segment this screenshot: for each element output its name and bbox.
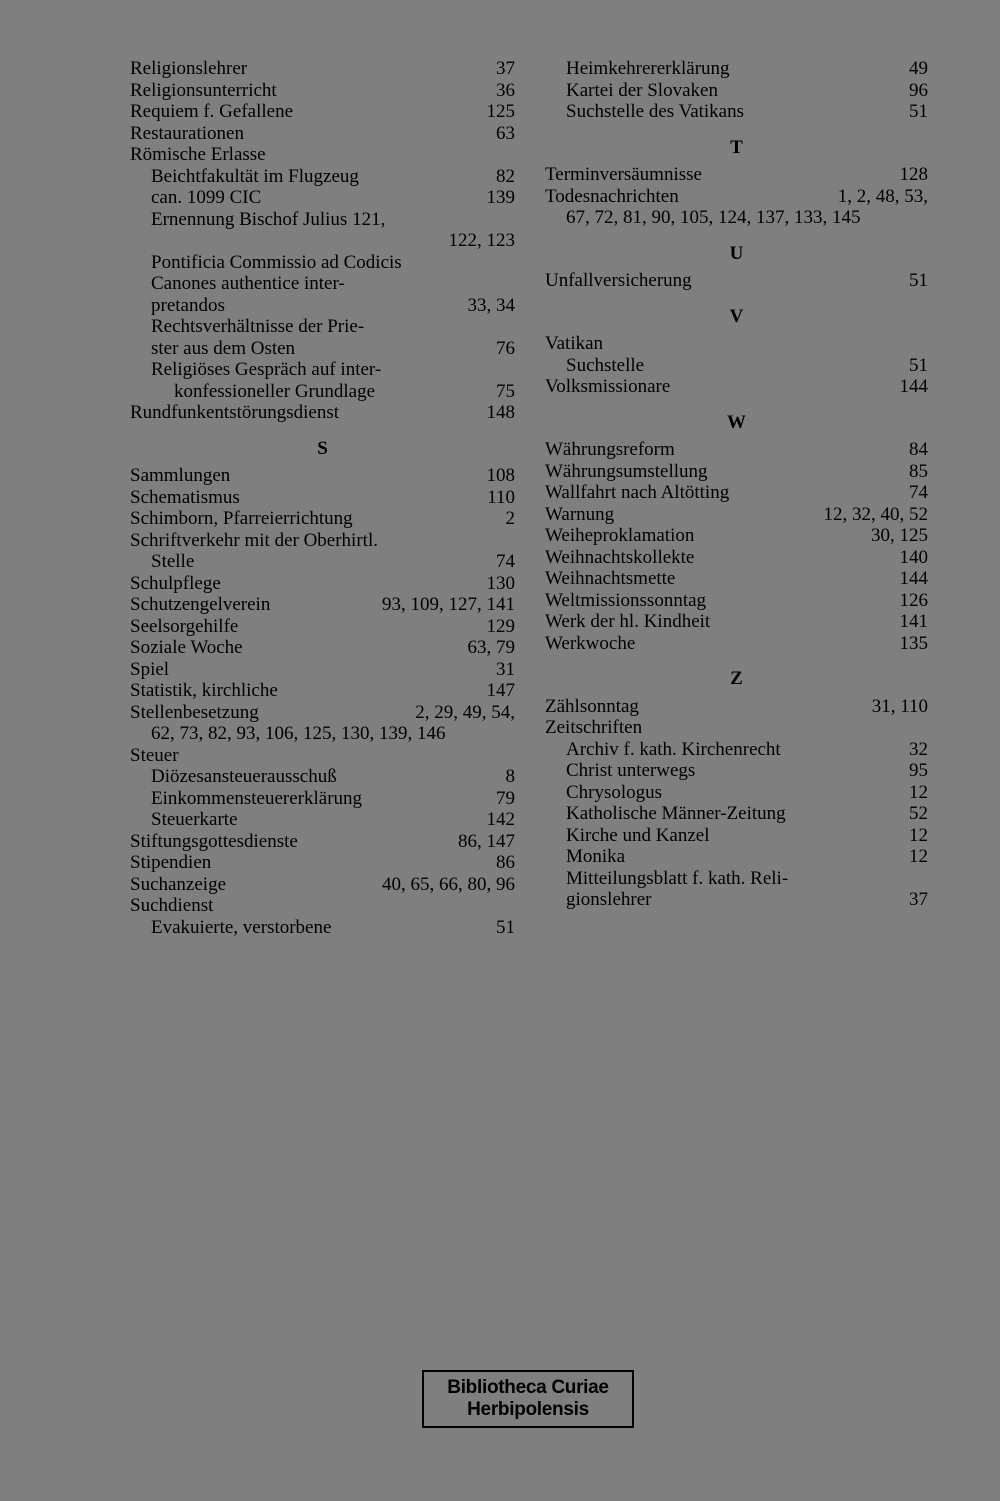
index-entry-pages: 31 xyxy=(496,658,515,680)
index-entry xyxy=(130,680,515,702)
index-entry-term: Zeitschriften xyxy=(545,717,643,738)
index-entry-term: Kirche und Kanzel xyxy=(566,824,710,846)
index-entry-pages: 84 xyxy=(909,439,928,460)
index-entry-term: Archiv f. kath. Kirchenrecht xyxy=(566,738,781,760)
index-entry-pages: 74 xyxy=(496,551,515,572)
index-entry-term: Diözesansteuerausschuß xyxy=(151,766,337,787)
index-entry xyxy=(545,739,928,761)
stamp-line-1: Bibliotheca Curiae xyxy=(447,1377,609,1398)
index-entry xyxy=(130,402,515,424)
index-entry xyxy=(545,270,928,292)
index-entry-pages: 51 xyxy=(909,270,928,291)
index-entry xyxy=(130,702,515,724)
index-entry xyxy=(130,359,515,381)
index-entry-pages: 93, 109, 127, 141 xyxy=(382,594,515,615)
index-entry-term: Monika xyxy=(566,846,626,867)
index-entry-pages: 108 xyxy=(486,465,515,486)
index-entry-term: Weihnachtskollekte xyxy=(545,546,695,568)
index-entry xyxy=(130,895,515,917)
index-entry-term: Schimborn, Pfarreierrichtung xyxy=(130,508,353,529)
index-entry-term: Schulpflege xyxy=(130,572,221,594)
index-entry-pages: 129 xyxy=(486,615,515,637)
index-entry xyxy=(545,525,928,547)
index-entry xyxy=(130,659,515,681)
index-entry-term: konfessioneller Grundlage xyxy=(174,380,376,402)
index-entry xyxy=(545,590,928,612)
index-entry xyxy=(130,745,515,767)
index-entry-term: Stiftungsgottesdienste xyxy=(130,830,298,852)
index-entry-pages: 144 xyxy=(899,568,928,589)
index-entry-pages: 142 xyxy=(486,809,515,830)
index-entry xyxy=(130,594,515,616)
index-entry xyxy=(130,637,515,659)
index-entry-pages: 12, 32, 40, 52 xyxy=(823,503,928,525)
index-entry-pages: 130 xyxy=(486,572,515,594)
index-entry-pages: 144 xyxy=(899,376,928,397)
index-entry-term: Chrysologus xyxy=(566,781,663,803)
index-entry-term: Währungsreform xyxy=(545,439,675,460)
section-letter-heading: U xyxy=(729,242,744,264)
index-entry-term: Volksmissionare xyxy=(545,376,671,397)
index-entry-pages: 74 xyxy=(909,482,928,503)
index-entry-pages: 128 xyxy=(899,164,928,185)
index-entry-term: 67, 72, 81, 90, 105, 124, 137, 133, 145 xyxy=(566,207,861,228)
index-entry xyxy=(545,568,928,590)
index-entry xyxy=(545,461,928,483)
index-entry-term: Römische Erlasse xyxy=(130,144,266,165)
index-entry-pages: 37 xyxy=(909,889,928,910)
index-entry xyxy=(130,487,515,509)
index-entry-term: pretandos xyxy=(151,294,225,316)
index-entry xyxy=(130,187,515,209)
index-entry-term: Weiheproklamation xyxy=(545,525,695,546)
stamp-line-2: Herbipolensis xyxy=(467,1399,589,1420)
index-entry-pages: 141 xyxy=(899,611,928,632)
index-entry xyxy=(545,355,928,377)
index-entry-term: Soziale Woche xyxy=(130,637,243,658)
index-entry-term: Werk der hl. Kindheit xyxy=(545,611,711,632)
index-entry-pages: 96 xyxy=(909,79,928,101)
index-entry-term: Weihnachtsmette xyxy=(545,568,676,589)
index-entry xyxy=(545,717,928,739)
index-entry xyxy=(130,381,515,403)
index-entry-pages: 51 xyxy=(909,101,928,122)
index-entry-term: Mitteilungsblatt f. kath. Reli- xyxy=(566,867,789,889)
index-entry-term: Stipendien xyxy=(130,852,212,873)
index-entry xyxy=(545,333,928,355)
index-entry-term: Suchdienst xyxy=(130,895,214,916)
index-entry xyxy=(545,782,928,804)
index-entry-pages: 122, 123 xyxy=(448,230,515,251)
index-entry-pages: 95 xyxy=(909,760,928,781)
index-entry xyxy=(130,809,515,831)
index-entry-pages: 126 xyxy=(899,589,928,611)
section-letter-heading: V xyxy=(729,305,744,327)
index-entry-term: 62, 73, 82, 93, 106, 125, 130, 139, 146 xyxy=(151,723,446,744)
index-entry xyxy=(545,482,928,504)
index-entry-pages: 125 xyxy=(486,101,515,122)
index-entry xyxy=(130,209,515,231)
index-entry-term: Steuer xyxy=(130,744,179,766)
index-entry xyxy=(545,803,928,825)
index-entry-term: Pontificia Commissio ad Codicis xyxy=(151,251,402,273)
index-entry xyxy=(545,376,928,398)
index-entry xyxy=(130,166,515,188)
index-entry-term: Stellenbesetzung xyxy=(130,701,259,723)
index-entry-pages: 36 xyxy=(496,79,515,101)
index-entry-pages: 85 xyxy=(909,460,928,482)
index-entry-pages: 12 xyxy=(909,824,928,846)
index-entry xyxy=(130,144,515,166)
index-entry-term: Einkommensteuererklärung xyxy=(151,787,363,809)
index-entry xyxy=(130,338,515,360)
index-entry xyxy=(130,723,515,745)
index-entry-pages: 148 xyxy=(486,402,515,423)
index-entry xyxy=(130,874,515,896)
index-entry-term: Steuerkarte xyxy=(151,809,238,830)
index-entry xyxy=(130,788,515,810)
index-entry-term: Canones authentice inter- xyxy=(151,273,345,294)
index-entry-term: Rundfunkentstörungsdienst xyxy=(130,402,339,423)
index-entry-term: Suchstelle xyxy=(566,354,645,376)
index-entry-pages: 63 xyxy=(496,122,515,144)
index-entry xyxy=(545,186,928,208)
index-entry xyxy=(545,58,928,80)
index-entry-term: Unfallversicherung xyxy=(545,270,692,291)
index-entry-term: Restaurationen xyxy=(130,122,244,144)
index-entry-term: Ernennung Bischof Julius 121, xyxy=(151,208,386,230)
section-letter-heading: S xyxy=(317,437,328,459)
index-entry-term: Sammlungen xyxy=(130,465,231,486)
index-entry-term: Religionsunterricht xyxy=(130,79,277,101)
index-entry-term: gionslehrer xyxy=(566,889,652,910)
index-entry-term: Währungsumstellung xyxy=(545,460,708,482)
index-entry xyxy=(130,852,515,874)
index-entry xyxy=(130,252,515,274)
index-entry-term: Stelle xyxy=(151,551,195,572)
index-entry-pages: 63, 79 xyxy=(467,637,515,658)
index-entry xyxy=(545,611,928,633)
index-entry-term: Schriftverkehr mit der Oberhirtl. xyxy=(130,529,378,551)
index-entry-pages: 86, 147 xyxy=(458,830,515,852)
index-entry xyxy=(130,766,515,788)
index-entry xyxy=(545,696,928,718)
index-entry-term: Rechtsverhältnisse der Prie- xyxy=(151,316,365,337)
index-entry-pages: 40, 65, 66, 80, 96 xyxy=(382,873,515,895)
index-entry-term: Terminversäumnisse xyxy=(545,164,702,185)
index-entry-pages: 79 xyxy=(496,787,515,809)
index-entry-term: Weltmissionssonntag xyxy=(545,589,707,611)
index-entry-pages: 76 xyxy=(496,337,515,359)
index-entry xyxy=(545,547,928,569)
index-entry xyxy=(545,101,928,123)
index-entry-pages: 82 xyxy=(496,165,515,187)
index-entry xyxy=(130,273,515,295)
index-entry-pages: 52 xyxy=(909,803,928,824)
index-entry-pages: 30, 125 xyxy=(871,525,928,546)
index-entry-term: can. 1099 CIC xyxy=(151,187,262,208)
index-entry xyxy=(130,58,515,80)
index-entry-term: Todesnachrichten xyxy=(545,185,679,207)
index-entry xyxy=(545,164,928,186)
index-entry xyxy=(130,295,515,317)
index-entry xyxy=(545,633,928,655)
index-entry-pages: 32 xyxy=(909,738,928,760)
index-entry-term: Christ unterwegs xyxy=(566,760,696,781)
index-entry-pages: 86 xyxy=(496,852,515,873)
index-entry-pages: 33, 34 xyxy=(467,294,515,316)
index-entry-term: Beichtfakultät im Flugzeug xyxy=(151,165,359,187)
index-entry xyxy=(545,504,928,526)
library-stamp xyxy=(422,1370,634,1428)
index-entry-term: Suchstelle des Vatikans xyxy=(566,101,745,122)
index-entry-term: Spiel xyxy=(130,658,170,680)
index-entry-term: Kartei der Slovaken xyxy=(566,79,718,101)
index-entry-term: Zählsonntag xyxy=(545,695,639,717)
index-entry-term: Warnung xyxy=(545,503,615,525)
index-entry-term: Katholische Männer-Zeitung xyxy=(566,803,786,824)
index-entry-term: Schutzengelverein xyxy=(130,594,271,615)
index-column-left xyxy=(130,58,515,938)
index-entry xyxy=(130,101,515,123)
index-entry-pages: 110 xyxy=(487,486,515,508)
index-entry-term: Statistik, kirchliche xyxy=(130,680,278,701)
index-entry xyxy=(130,530,515,552)
index-entry-pages: 31, 110 xyxy=(871,695,928,717)
index-entry-pages: 37 xyxy=(496,58,515,79)
index-entry-pages: 2 xyxy=(505,508,515,529)
section-letter-heading: W xyxy=(727,411,746,433)
index-entry xyxy=(545,846,928,868)
index-entry-term: Religiöses Gespräch auf inter- xyxy=(151,359,382,380)
index-entry-term: Evakuierte, verstorbene xyxy=(151,916,332,938)
index-entry xyxy=(545,760,928,782)
index-entry-pages: 75 xyxy=(496,380,515,402)
index-entry xyxy=(545,868,928,890)
index-entry xyxy=(545,825,928,847)
index-entry xyxy=(130,123,515,145)
index-entry xyxy=(130,551,515,573)
index-entry-pages: 139 xyxy=(486,187,515,208)
index-column-right xyxy=(545,58,928,911)
index-entry-term: ster aus dem Osten xyxy=(151,337,296,359)
index-entry-pages: 1, 2, 48, 53, xyxy=(837,185,928,207)
index-entry-pages: 51 xyxy=(909,354,928,376)
index-entry-pages: 49 xyxy=(909,58,928,79)
index-entry-term: Werkwoche xyxy=(545,632,636,654)
index-entry xyxy=(130,80,515,102)
index-entry xyxy=(130,831,515,853)
index-entry xyxy=(545,80,928,102)
index-entry-term: Schematismus xyxy=(130,486,240,508)
index-entry-pages: 51 xyxy=(496,916,515,938)
index-entry-pages: 12 xyxy=(909,781,928,803)
index-entry xyxy=(130,616,515,638)
index-entry-pages: 12 xyxy=(909,846,928,867)
index-entry-pages: 140 xyxy=(899,546,928,568)
index-entry-term: Suchanzeige xyxy=(130,873,227,895)
index-entry-pages: 8 xyxy=(505,766,515,787)
index-entry-pages: 135 xyxy=(899,632,928,654)
index-entry-term: Requiem f. Gefallene xyxy=(130,101,294,122)
index-entry xyxy=(130,573,515,595)
index-entry-term: Wallfahrt nach Altötting xyxy=(545,482,730,503)
index-entry-pages: 147 xyxy=(486,680,515,701)
index-entry-pages: 2, 29, 49, 54, xyxy=(415,701,515,723)
index-entry xyxy=(130,316,515,338)
index-entry-term: Religionslehrer xyxy=(130,58,248,79)
index-entry-term: Seelsorgehilfe xyxy=(130,615,239,637)
index-entry xyxy=(130,917,515,939)
index-entry xyxy=(130,508,515,530)
section-letter-heading: Z xyxy=(730,668,743,689)
index-entry xyxy=(130,230,515,252)
index-entry xyxy=(545,207,928,229)
index-entry xyxy=(130,465,515,487)
index-entry-term: Heimkehrererklärung xyxy=(566,58,730,79)
index-entry xyxy=(545,439,928,461)
section-letter-heading: T xyxy=(730,136,743,158)
index-entry xyxy=(545,889,928,911)
index-entry-term: Vatikan xyxy=(545,333,604,354)
